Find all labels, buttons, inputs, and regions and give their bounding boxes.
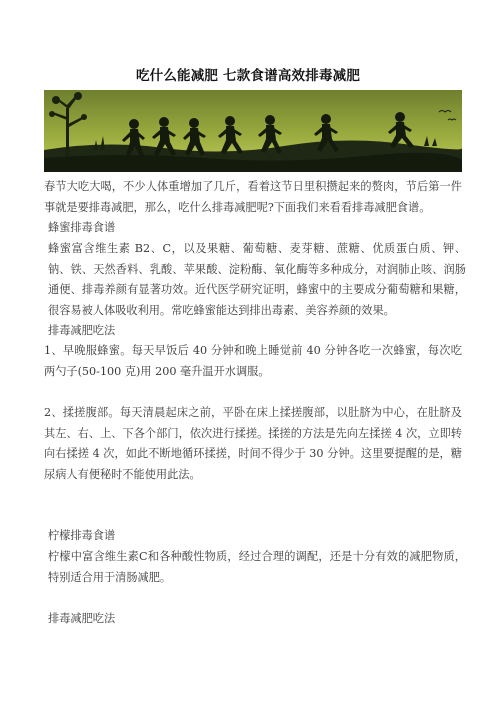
honey-paragraph: 蜂蜜富含维生素 B2、C，以及果糖、葡萄糖、麦芽糖、蔗糖、优质蛋白质、钾、钠、铁、天然香料、乳酸、苹果酸、淀粉酶、氧化酶等多种成分，对润肺止咳、润肠通便、排毒养颜有显著功效。近代医学研究证明，蜂蜜中的主要成分葡萄糖和果糖，很容易被人体吸收利用。常吃蜂蜜能达到排出毒素、美容养颜的效果。 <box>48 242 466 317</box>
runners-silhouette-icon <box>44 90 462 172</box>
honey-section-heading: 蜂蜜排毒食谱 <box>48 221 116 234</box>
article-title: 吃什么能减肥 七款食谱高效排毒减肥 <box>135 68 361 84</box>
method-step-2: 2、揉搓腹部。每天清晨起床之前，平卧在床上揉搓腹部，以肚脐为中心，在肚脐及其左、右、上、下各个部门，依次进行揉搓。揉搓的方法是先向左揉搓 4 次，立即转向右揉搓 4 次，如此不断地循环揉搓，时间不得少于 30 分钟。这里要提醒的是，糖尿病人有便秘时不能使用此法。 <box>44 406 462 481</box>
lemon-section-heading: 柠檬排毒食谱 <box>48 529 116 542</box>
runners-banner-image <box>44 90 462 172</box>
lemon-paragraph: 柠檬中富含维生素C和各种酸性物质，经过合理的调配，还是十分有效的减肥物质，特别适合用于清肠减肥。 <box>48 550 466 584</box>
method-heading-lemon: 排毒减肥吃法 <box>48 612 116 625</box>
intro-paragraph: 春节大吃大喝，不少人体重增加了几斤，看着这节日里积攒起来的赘肉，节后第一件事就是要排毒减肥，那么，吃什么排毒减肥呢?下面我们来看看排毒减肥食谱。 <box>44 180 462 214</box>
method-step-1: 1、早晚服蜂蜜。每天早饭后 40 分钟和晚上睡觉前 40 分钟各吃一次蜂蜜，每次吃两勺子(50-100 克)用 200 毫升温开水调服。 <box>44 344 462 378</box>
method-heading-honey: 排毒减肥吃法 <box>48 324 116 337</box>
